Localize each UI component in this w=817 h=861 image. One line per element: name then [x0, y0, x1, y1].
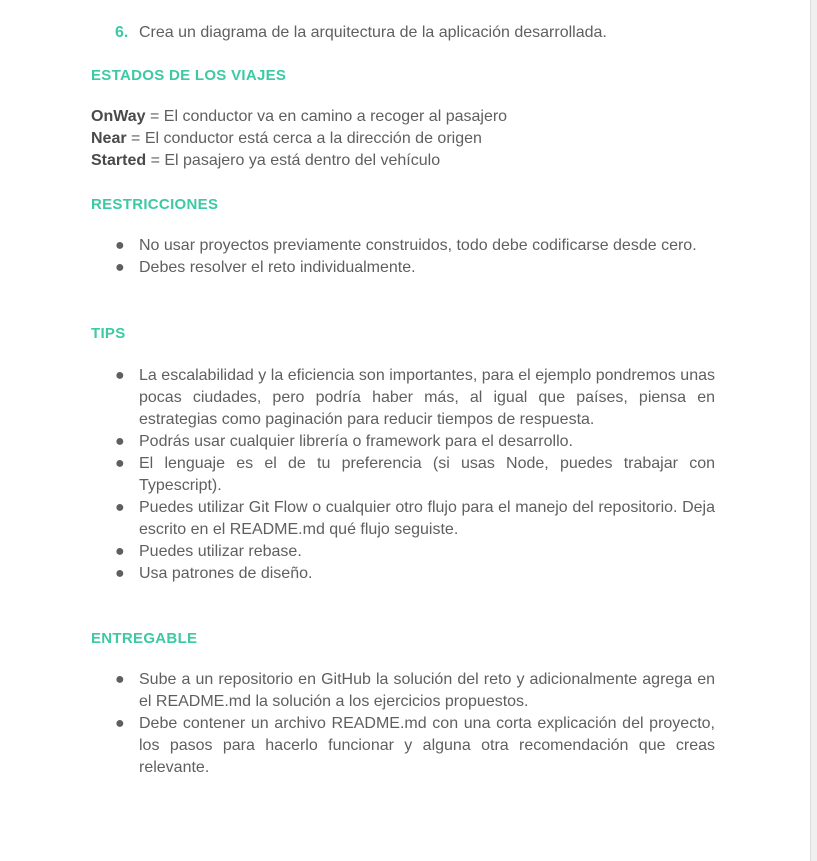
bullet-icon: ●	[115, 543, 125, 560]
deliverable-list	[115, 669, 715, 779]
heading-trip-states: ESTADOS DE LOS VIAJES	[91, 67, 287, 84]
state-onway	[91, 106, 507, 128]
bullet-icon: ●	[115, 367, 125, 384]
heading-deliverable: ENTREGABLE	[91, 630, 198, 647]
list-item	[115, 669, 715, 713]
numbered-item-6	[115, 22, 607, 44]
bullet-icon: ●	[115, 565, 125, 582]
list-item-text: El lenguaje es el de tu preferencia (si usas Node, puedes trabajar con Typescript).	[139, 455, 715, 494]
bullet-icon: ●	[115, 237, 125, 254]
list-item-text: No usar proyectos previamente construidos, todo debe codificarse desde cero.	[139, 237, 697, 254]
list-item	[115, 431, 715, 453]
list-item-text: Puedes utilizar Git Flow o cualquier otro flujo para el manejo del repositorio. Deja escrito en el README.md qué flujo seguiste.	[139, 499, 715, 538]
list-item	[115, 365, 715, 431]
list-item-text: Sube a un repositorio en GitHub la solución del reto y adicionalmente agrega en el README.md la solución a los ejercicios propuestos.	[139, 671, 715, 710]
trip-states-list	[91, 106, 507, 172]
state-term: Near	[91, 130, 127, 147]
list-item	[115, 541, 715, 563]
bullet-icon: ●	[115, 671, 125, 688]
bullet-icon: ●	[115, 455, 125, 472]
list-item-text: Puedes utilizar rebase.	[139, 543, 302, 560]
list-item-text: Podrás usar cualquier librería o framework para el desarrollo.	[139, 433, 573, 450]
state-desc: = El conductor va en camino a recoger al pasajero	[145, 108, 508, 125]
bullet-icon: ●	[115, 499, 125, 516]
item-text: Crea un diagrama de la arquitectura de la aplicación desarrollada.	[139, 24, 607, 41]
state-near	[91, 128, 507, 150]
list-item	[115, 235, 715, 257]
state-desc: = El pasajero ya está dentro del vehículo	[146, 152, 441, 169]
bullet-icon: ●	[115, 715, 125, 732]
list-item	[115, 497, 715, 541]
restrictions-list	[115, 235, 715, 279]
list-item	[115, 713, 715, 779]
list-item	[115, 257, 715, 279]
state-term: Started	[91, 152, 147, 169]
state-desc: = El conductor está cerca a la dirección de origen	[126, 130, 482, 147]
list-item	[115, 563, 715, 585]
item-number: 6.	[115, 24, 129, 41]
tips-list	[115, 365, 715, 585]
bullet-icon: ●	[115, 433, 125, 450]
heading-tips: TIPS	[91, 325, 126, 342]
state-term: OnWay	[91, 108, 146, 125]
list-item-text: Debes resolver el reto individualmente.	[139, 259, 416, 276]
state-started	[91, 150, 507, 172]
list-item-text: Debe contener un archivo README.md con una corta explicación del proyecto, los pasos para hacerlo funcionar y alguna otra recomendación que creas relevante.	[139, 715, 715, 776]
list-item-text: Usa patrones de diseño.	[139, 565, 313, 582]
heading-restrictions: RESTRICCIONES	[91, 196, 219, 213]
list-item-text: La escalabilidad y la eficiencia son importantes, para el ejemplo pondremos unas pocas ciudades, pero podría haber más, al igual que países, piensa en estrategias como paginación para reducir tiempos de respuesta.	[139, 367, 715, 428]
list-item	[115, 453, 715, 497]
bullet-icon: ●	[115, 259, 125, 276]
